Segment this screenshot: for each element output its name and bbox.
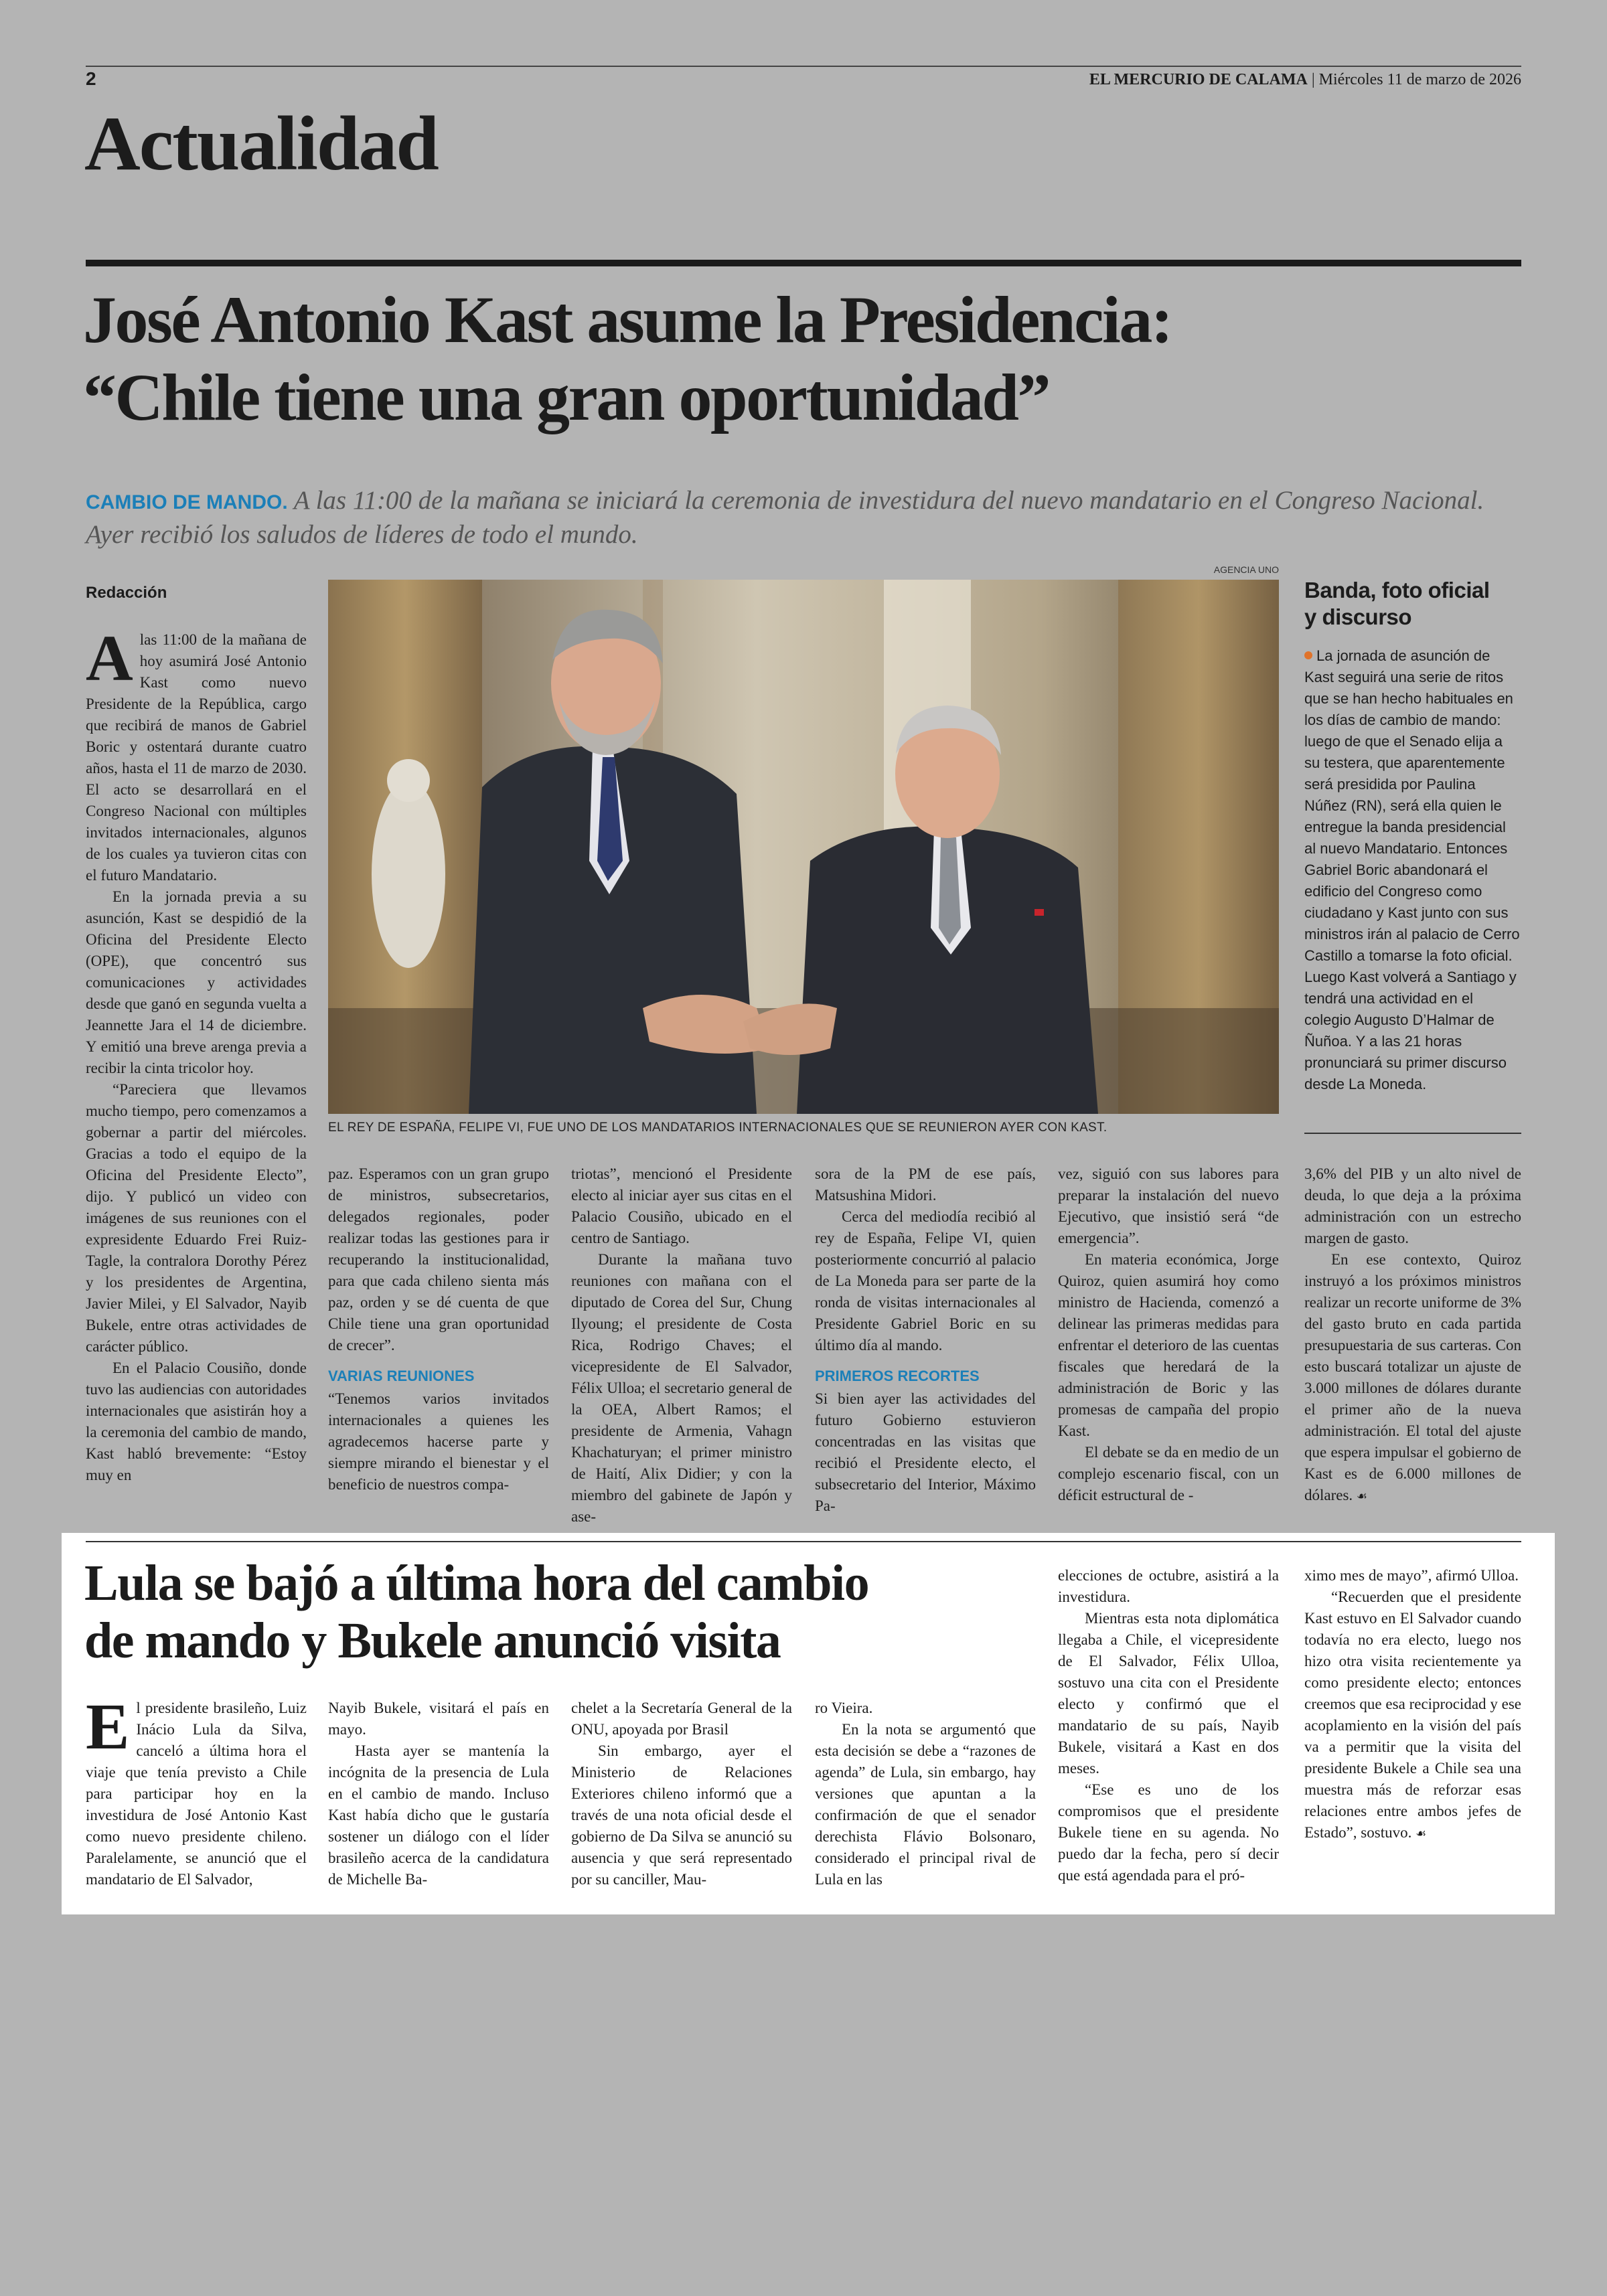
paragraph: las 11:00 de la mañana de hoy asumirá José Antonio Kast como nuevo Presidente de la República, cargo que recibirá de manos de Gabriel Boric y ostentará durante cuatro años, hasta el 11 de marzo de 2030. El acto se desarrollará en el Congreso Nacional con múltiples invitados internacionales, algunos de los cuales ya tuvieron citas con el futuro Mandatario. xyxy=(86,631,307,884)
paragraph: “Pareciera que llevamos mucho tiempo, pero comenzamos a gobernar a partir del miércoles. Gracias a todo el equipo de la Oficina del Presidente Electo”, dijo. Y publicó un video con imágenes de sus reuniones con el expresidente Eduardo Frei Ruiz-Tagle, la contralora Dorothy Pérez y los presidentes de Argentina, Javier Milei, y El Salvador, Nayib Bukele, entre otras actividades de carácter público. xyxy=(86,1081,307,1355)
byline: Redacción xyxy=(86,584,167,602)
second-headline-line-2: de mando y Bukele anunció visita xyxy=(84,1613,781,1669)
main-headline-line-1: José Antonio Kast asume la Presidencia: xyxy=(83,282,1172,357)
main-article-col-4 xyxy=(815,1163,1036,1517)
section-title: Actualidad xyxy=(84,101,438,187)
paragraph: En la jornada previa a su asunción, Kast se despidió de la Oficina del Presidente Electo (OPE), que concentró sus comunicaciones y actividades desde que ganó en segunda vuelta a Jeannette Jara el 14 de diciembre. Y emitió una breve arenga previa a recibir la cinta tricolor hoy. xyxy=(86,888,307,1076)
deck xyxy=(86,485,1521,551)
separator: | xyxy=(1311,71,1319,88)
second-article-col-3 xyxy=(571,1698,792,1890)
kicker: CAMBIO DE MANDO. xyxy=(86,491,288,513)
dropcap: A xyxy=(86,623,133,695)
paragraph: En el Palacio Cousiño, donde tuvo las audiencias con autoridades internacionales que asistirán hoy a la ceremonia del cambio de mando, Kast habló brevemente: “Estoy muy en xyxy=(86,1360,307,1483)
main-article-col-6 xyxy=(1304,1163,1521,1507)
paragraph: “Ese es uno de los compromisos que el presidente Bukele tiene en su agenda. No puedo dar la fecha, pero sí decir que está agendada para el pró- xyxy=(1058,1781,1279,1884)
second-article-rule xyxy=(86,1541,1521,1542)
sidebar-title xyxy=(1304,577,1521,631)
second-headline xyxy=(84,1554,1022,1669)
paragraph: vez, siguió con sus labores para preparar la instalación del nuevo Ejecutivo, que insistió será “de emergencia”. xyxy=(1058,1165,1279,1246)
paragraph: Mientras esta nota diplomática llegaba a Chile, el vicepresidente de El Salvador, Félix Ulloa, sostuvo una cita con el Presidente electo y confirmó que el mandatario de su país, Nayib Bukele, visitará a Kast en dos meses. xyxy=(1058,1610,1279,1777)
paragraph: En ese contexto, Quiroz instruyó a los próximos ministros realizar un recorte uniforme de 3% del gasto bruto en cada partida presupuestaria de sus carteras. Con esto buscará totalizar un ajuste de 3.000 millones de dólares durante el primer año de la nueva administración. El total del ajuste que espera impulsar el gobierno de Kast es de 6.000 millones de dólares. ☙ xyxy=(1304,1251,1521,1503)
main-photo xyxy=(328,580,1279,1114)
paragraph: En materia económica, Jorge Quiroz, quien asumirá hoy como ministro de Hacienda, comenzó a delinear las primeras medidas para enfrentar el deterioro de las cuentas fiscales que heredará de la administración de Boric y las promesas de campaña del propio Kast. xyxy=(1058,1251,1279,1439)
paragraph: 3,6% del PIB y un alto nivel de deuda, lo que deja a la próxima administración con un estrecho margen de gasto. xyxy=(1304,1165,1521,1246)
paragraph: ro Vieira. xyxy=(815,1700,873,1716)
sidebar-title-line-1: Banda, foto oficial xyxy=(1304,578,1490,602)
page-number: 2 xyxy=(86,68,96,89)
paragraph: Nayib Bukele, visitará el país en mayo. xyxy=(328,1700,549,1738)
paragraph: ximo mes de mayo”, afirmó Ulloa. xyxy=(1304,1567,1519,1584)
paragraph: Durante la mañana tuvo reuniones con mañana con el diputado de Corea del Sur, Chung Ilyoung; el presidente de Costa Rica, Rodrigo Chaves; el vicepresidente de El Salvador, Félix Ulloa; el secretario general de la OEA, Albert Ramos; el presidente de Armenia, Vahagn Khachaturyan; el primer ministro de Haití, Alix Didier; y con la miembro del gabinete de Japón y ase- xyxy=(571,1251,792,1525)
main-article-col-2 xyxy=(328,1163,549,1495)
paragraph: Sin embargo, ayer el Ministerio de Relaciones Exteriores chileno informó que a través de una nota oficial desde el gobierno de Da Silva se anunció su ausencia y que será representado por su canciller, Mau- xyxy=(571,1742,792,1888)
masthead-line xyxy=(1089,71,1521,89)
paragraph: elecciones de octubre, asistirá a la investidura. xyxy=(1058,1567,1279,1605)
end-mark-icon: ☙ xyxy=(1415,1827,1427,1841)
paragraph: sora de la PM de ese país, Matsushina Midori. xyxy=(815,1165,1036,1204)
dropcap: E xyxy=(86,1691,130,1763)
second-article-col-2 xyxy=(328,1698,549,1890)
main-headline-line-2: “Chile tiene una gran oportunidad” xyxy=(83,360,1050,434)
paragraph: paz. Esperamos con un gran grupo de ministros, subsecretarios, delegados regionales, poder realizar todas las gestiones para ir recuperando la institucionalidad, para que cada chileno sienta más paz, orden y se dé cuenta de que Chile tiene una gran oportunidad de crecer”. xyxy=(328,1165,549,1354)
second-headline-line-1: Lula se bajó a última hora del cambio xyxy=(84,1555,869,1611)
second-article-col-4 xyxy=(815,1698,1036,1890)
subhead: VARIAS REUNIONES xyxy=(328,1368,475,1384)
main-article-col-5 xyxy=(1058,1163,1279,1506)
sidebar-title-line-2: y discurso xyxy=(1304,604,1412,629)
top-rule xyxy=(86,66,1521,67)
deck-text: A las 11:00 de la mañana se iniciará la ceremonia de investidura del nuevo mandatario en el Congreso Nacional. Ayer recibió los saludos de líderes de todo el mundo. xyxy=(86,486,1484,549)
sidebar-text: La jornada de asunción de Kast seguirá una serie de ritos que se han hecho habituales en los días de cambio de mando: luego de que el Senado elija a su testera, que aparentemente será presidida por Paulina Núñez (RN), será ella quien le entregue la banda presidencial al nuevo Mandatario. Entonces Gabriel Boric abandonará el edificio del Congreso como ciudadano y Kast junto con sus ministros irán al palacio de Cerro Castillo a tomarse la foto oficial. Luego Kast volverá a Santiago y tendrá una actividad en el colegio Augusto D’Halmar de Ñuñoa. Y a las 21 horas pronunciará su primer discurso desde La Moneda. xyxy=(1304,647,1520,1092)
main-article-col-1 xyxy=(86,623,307,1486)
paragraph: El debate se da en medio de un complejo escenario fiscal, con un déficit estructural de - xyxy=(1058,1444,1279,1503)
paragraph: En la nota se argumentó que esta decisión se debe a “razones de agenda” de Lula, sin embargo, hay versiones que apuntan a la confirmación de que el senador derechista Flávio Bolsonaro, considerado el principal rival de Lula en las xyxy=(815,1721,1036,1888)
paragraph: Cerca del mediodía recibió al rey de España, Felipe VI, quien posteriormente concurrió al palacio de La Moneda para ser parte de la ronda de visitas internacionales al Presidente Gabriel Boric en su último día al mando. xyxy=(815,1208,1036,1354)
bullet-dot-icon xyxy=(1304,651,1312,659)
second-article-col-1 xyxy=(86,1691,307,1890)
paragraph: Hasta ayer se mantenía la incógnita de la presencia de Lula en el cambio de mando. Incluso Kast había dicho que le gustaría sostener un diálogo con el líder brasileño acerca de la candidatura de Michelle Ba- xyxy=(328,1742,549,1888)
paragraph: triotas”, mencionó el Presidente electo al iniciar ayer sus citas en el Palacio Cousiño, ubicado en el centro de Santiago. xyxy=(571,1165,792,1246)
sidebar-rule xyxy=(1304,1133,1521,1134)
paragraph: l presidente brasileño, Luiz Inácio Lula da Silva, canceló a última hora el viaje que tenía previsto a Chile para participar hoy en la investidura de José Antonio Kast como nuevo presidente chileno. Paralelamente, se anunció que el mandatario de El Salvador, xyxy=(86,1700,307,1888)
second-article-col-5 xyxy=(1058,1565,1279,1886)
paragraph: Si bien ayer las actividades del futuro Gobierno estuvieron concentradas en las visitas que recibió el Presidente electo, el subsecretario del Interior, Máximo Pa- xyxy=(815,1390,1036,1514)
paragraph: “Tenemos varios invitados internacionales a quienes les agradecemos hacerse parte y siempre mirando el bienestar y el beneficio de nuestros compa- xyxy=(328,1390,549,1493)
paragraph: chelet a la Secretaría General de la ONU, apoyada por Brasil xyxy=(571,1700,792,1738)
main-article-col-3 xyxy=(571,1163,792,1528)
subhead: PRIMEROS RECORTES xyxy=(815,1368,980,1384)
headline-rule xyxy=(86,260,1521,266)
photo-credit: AGENCIA UNO xyxy=(1213,564,1279,575)
second-article-col-6 xyxy=(1304,1565,1521,1845)
main-headline xyxy=(83,281,1543,436)
photo-caption: EL REY DE ESPAÑA, FELIPE VI, FUE UNO DE LOS MANDATARIOS INTERNACIONALES QUE SE REUNIERON AYER CON KAST. xyxy=(328,1121,1107,1135)
end-mark-icon: ☙ xyxy=(1356,1489,1368,1503)
publication-name: EL MERCURIO DE CALAMA xyxy=(1089,71,1308,88)
sidebar-box xyxy=(1304,577,1521,1095)
paragraph: “Recuerden que el presidente Kast estuvo en El Salvador cuando todavía no era electo, luego nos hizo otra visita recientemente ya como presidente electo; entonces creemos que esa reciprocidad y ese acoplamiento en la visión del país va a permitir que la visita del presidente Bukele a Chile sea una muestra más de reforzar esas relaciones entre ambos jefes de Estado”, sostuvo. ☙ xyxy=(1304,1588,1521,1841)
issue-date: Miércoles 11 de marzo de 2026 xyxy=(1318,71,1521,88)
